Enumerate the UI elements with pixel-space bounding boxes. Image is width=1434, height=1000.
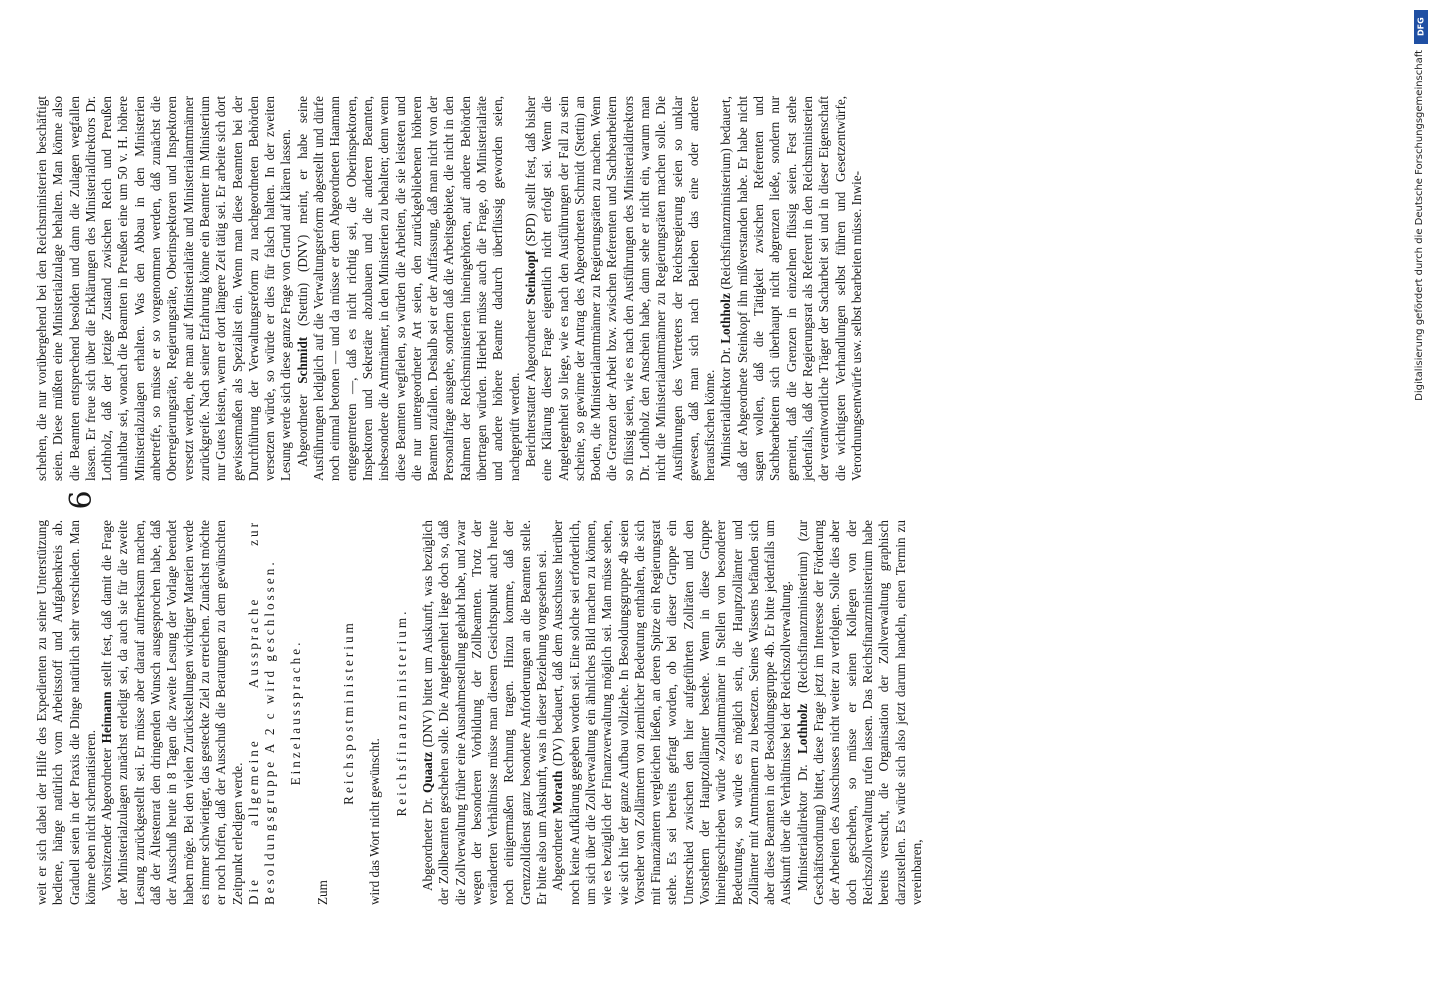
paragraph: weit er sich dabei der Hilfe des Expedienten zu seiner Unterstützung bediene, hänge natürlich vom Arbeitsstoff und Aufgabenkreis ab. Graduell seien in der Praxis die Dinge natürlich sehr verschieden. Man könne eben nicht schematisieren. — [34, 520, 98, 905]
ruling-statement: Die allgemeine Aussprache zur Besoldungsgruppe A 2 c wird geschlossen. — [245, 520, 278, 905]
speaker-name: Lothholz — [718, 293, 734, 344]
speaker-name: Lothholz — [794, 703, 810, 755]
paragraph: Abgeordneter Dr. Quaatz (DNV) bittet um Auskunft, was bezüglich der Zollbeamten geschehen solle. Die Angelegenheit liege doch so, daß die Zollverwaltung früher eine Ausnahmestellung gehabt habe, und zwar wegen der besonderen Vorbildung der Zollbeamten. Trotz der veränderten Verhältnisse müsse man diesem Gesichtspunkt auch heute noch einigermaßen Rechnung tragen. Hinzu komme, daß der Grenzzolldienst ganz besondere Anforderungen an die Beamten stelle. Er bitte also um Auskunft, was in dieser Beziehung vorgesehen sei. — [419, 520, 550, 905]
paragraph: Zum — [314, 880, 330, 905]
paragraph: Ministerialdirektor Dr. Lothholz (Reichsfinanzministerium) (zur Geschäftsordnung) bittet, diese Frage jetzt im Interesse der Förderung der Arbeiten des Ausschusses nicht weiter zu verfolgen. Solle dies aber doch geschehen, so müsse er seinen Kollegen von der Reichszollverwaltung rufen lassen. Das Reichsfinanzministerium habe bereits versucht, die Organisation der Zollverwaltung graphisch darzustellen. Es würde sich also jetzt darum handeln, einen Termin zu vereinbaren, — [794, 520, 924, 905]
text-column-right — [34, 520, 924, 905]
paragraph: Ministerialdirektor Dr. Lothholz (Reichsfinanzministerium) bedauert, daß der Abgeordnete Steinkopf ihn mißverstanden habe. Er habe nicht sagen wollen, daß die Tätigkeit zwischen Referenten und Sachbearbeitern sich überhaupt nicht abgrenzen ließe, sondern nur gemeint, daß die Grenzen in einzelnen flüssig seien. Fest stehe jedenfalls, daß der Regierungsrat als Referent in den Reichsministerien der verantwortliche Träger der Sacharbeit sei und in dieser Eigenschaft die wichtigsten Verhandlungen selbst führen und Gesetzentwürfe, Verordnungsentwürfe usw. selbst bearbeiten müsse. Inwie- — [718, 96, 864, 481]
digitization-notice-strip — [1412, 10, 1432, 610]
text-column-left — [34, 96, 864, 481]
page-number: 6 — [64, 490, 99, 510]
speaker-name: Morath — [550, 770, 566, 814]
paragraph: Abgeordneter Morath (DV) bedauert, daß dem Ausschusse hierüber noch keine Aufklärung gegeben worden sei. Eine solche sei erforderlich, um sich über die Zollverwaltung ein ähnliches Bild machen zu können, wie es bezüglich der Finanzverwaltung möglich sei. Man müsse sehen, wie sich hier der ganze Aufbau vollziehe. In Besoldungsgruppe 4b seien Vorsteher von Zollämtern von ziemlicher Bedeutung enthalten, die sich mit Finanzämtern vergleichen ließen, an deren Spitze ein Regierungsrat stehe. Es sei bereits gefragt worden, ob bei dieser Gruppe ein Unterschied zwischen den hier aufgeführten Zollräten und den Vorstehern der Hauptzollämter bestehe. Wenn in diese Gruppe hineingeschrieben würde »Zollamtmänner in Stellen von besonderer Bedeutung«, so würde es möglich sein, die Hauptzollämter und Zollämter mit Amtmännern zu besetzen. Seines Wissens befänden sich aber diese Beamten in der Besoldungsgruppe 4b. Er bitte jedenfalls um Auskunft über die Verhältnisse bei der Reichszollverwaltung. — [550, 520, 794, 905]
speaker-name: Heimann — [99, 691, 115, 744]
paragraph: Abgeordneter Schmidt (Stettin) (DNV) meint, er habe seine Ausführungen lediglich auf die Verwaltungsreform abgestellt und dürfe noch einmal betonen — und da müsse er dem Abgeordneten Haamann entgegentreten —, daß es nicht richtig sei, die Oberinspektoren, Inspektoren und Sekretäre abzubauen und die anderen Beamten, insbesondere die Amtmänner, in den Ministerien zu behalten; denn wenn diese Beamten wegfielen, so würden die Arbeiten, die sie leisteten und die nur untergeordneter Art seien, den zurückgebliebenen höheren Beamten zufallen. Deshalb sei er der Auffassung, daß man nicht von der Personalfrage ausgehe, sondern daß die Arbeitsgebiete, die nicht in den Rahmen der Reichsministerien hineingehörten, auf andere Behörden übertragen würden. Hierbei müsse auch die Frage, ob Ministerialräte und andere höhere Beamte dadurch überflüssig geworden seien, nachgeprüft werden. — [294, 96, 522, 481]
digitization-notice: Digitalisierung gefördert durch die Deutsche Forschungsgemeinschaft — [1414, 50, 1425, 401]
paragraph: schehen, die nur vorübergehend bei den Reichsministerien beschäftigt seien. Diese müßten eine Ministerialzulage behalten. Man könne also die Beamten entsprechend besolden und dann die Zulagen wegfallen lassen. Er freue sich über die Erklärungen des Ministerialdirektors Dr. Lothholz, daß der jetzige Zustand zwischen Reich und Preußen unhaltbar sei, wonach die Beamten in Preußen eine um 50 v. H. höhere Ministerialzulagen erhalten. Was den Abbau in den Ministerien anbetreffe, so müsse er so vorgenommen werden, daß zunächst die Oberregierungsräte, Regierungsräte, Oberinspektoren und Inspektoren versetzt werden, ehe man auf Ministerialräte und Ministerialamtmänner zurückgreife. Nach seiner Erfahrung könne ein Beamter im Ministerium nur Gutes leisten, wenn er dort längere Zeit tätig sei. Er arbeite sich dort gewissermaßen als Spezialist ein. Wenn man diese Beamten bei der Durchführung der Verwaltungsreform zu nachgeordneten Behörden versetzen würde, so würde er dies für falsch halten. In der zweiten Lesung werde sich diese ganze Frage von Grund auf klären lassen. — [34, 96, 294, 481]
paragraph: wird das Wort nicht gewünscht. — [367, 738, 383, 905]
speaker-name: Quaatz — [419, 751, 435, 793]
section-heading: Einzelaussprache. — [288, 639, 304, 786]
section-heading: Reichsfinanzministerium. — [393, 608, 409, 817]
paragraph: Vorsitzender Abgeordneter Heimann stellt fest, daß damit die Frage der Ministerialzulagen zunächst erledigt sei, da auch sie für die zweite Lesung zurückgestellt sei. Er müsse aber darauf aufmerksam machen, daß der Ältestenrat den dringenden Wunsch ausgesprochen habe, daß der Ausschuß heute in 8 Tagen die zweite Lesung der Vorlage beendet haben möge. Bei den vielen Zurückstellungen wichtiger Materien werde es immer schwieriger, das gesteckte Ziel zu erreichen. Zunächst möchte er noch hoffen, daß der Ausschuß die Beratungen zu dem gewünschten Zeitpunkt erledigen werde. — [99, 520, 245, 905]
speaker-name: Schmidt — [294, 336, 310, 384]
speaker-name: Steinkopf — [522, 250, 538, 305]
section-heading: Reichspostministerium — [341, 620, 357, 805]
paragraph: Berichterstatter Abgeordneter Steinkopf (SPD) stellt fest, daß bisher eine Klärung dieser Frage eigentlich nicht erfolgt sei. Wenn die Angelegenheit so liege, wie es nach den Ausführungen der Fall zu sein scheine, so gewinne der Antrag des Abgeordneten Schmidt (Stettin) an Boden, die Ministerialamtmänner zu Regierungsräten zu machen. Wenn die Grenzen der Arbeit bzw. zwischen Referenten und Sachbearbeitern so flüssig seien, wie es nach den Ausführungen des Ministerialdirektors Dr. Lothholz den Anschein habe, dann sehe er nicht ein, warum man nicht die Ministerialamtmänner zu Regierungsräten machen solle. Die Ausführungen des Vertreters der Reichsregierung seien so unklar gewesen, daß man sich nach Belieben das eine oder andere herausfischen könne. — [522, 96, 718, 481]
dfg-logo-icon: DFG — [1414, 10, 1428, 44]
